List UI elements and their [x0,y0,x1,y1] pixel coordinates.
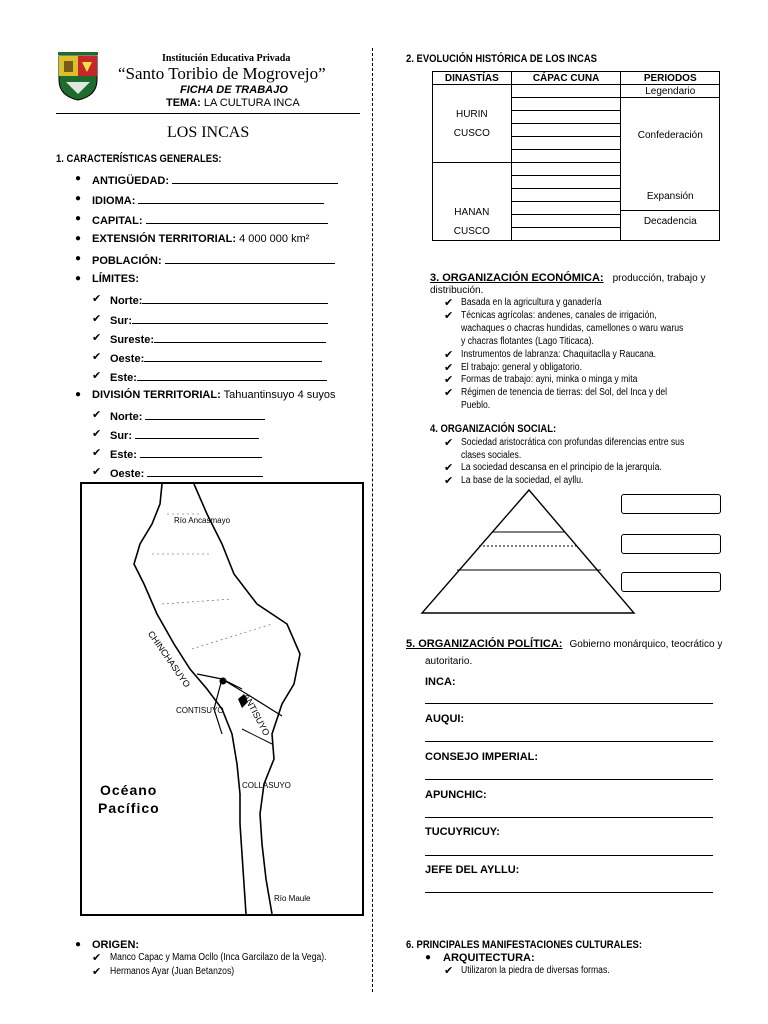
limit-norte: Norte: [110,293,328,307]
social-item: La base de la sociedad, el ayllu. [461,475,584,486]
answer-line[interactable] [425,741,713,742]
check-icon: ✔ [444,965,454,977]
capac-cuna-cell [511,98,621,111]
map-label-oceano: Océano [100,782,158,798]
bullet: ● [75,173,82,184]
check-icon: ✔ [92,966,102,978]
sec4-heading: 4. ORGANIZACIÓN SOCIAL: [430,423,557,435]
bullet: ● [75,213,82,224]
div-este: Este: [110,447,262,461]
check-icon: ✔ [444,362,454,374]
sec6-sub: ARQUITECTURA: [443,952,535,964]
capac-cuna-cell [511,150,621,163]
check-icon: ✔ [444,462,454,474]
check-icon: ✔ [92,313,102,325]
school-crest [56,52,100,102]
econ-item: Régimen de tenencia de tierras: del Sol, del Inca y del [461,387,668,398]
sec3-heading: 3. ORGANIZACIÓN ECONÓMICA: producción, trabajo y [430,272,706,284]
answer-line[interactable] [425,703,713,704]
social-item-cont: clases sociales. [461,450,522,461]
bullet: ● [75,939,82,950]
bullet: ● [75,273,82,284]
capac-cuna-cell [511,111,621,124]
page-title: LOS INCAS [167,124,250,141]
social-item: La sociedad descansa en el principio de la jerarquía. [461,462,662,473]
origen-item: Hermanos Ayar (Juan Betanzos) [110,966,235,977]
pol-field-auqui: AUQUI: [425,713,465,725]
econ-item-cont: wachaques o chacras hundidas, camellones o waru warus [461,323,684,334]
header-periodos: PERIODOS [621,72,720,85]
field-capital: CAPITAL: [92,213,328,227]
check-icon: ✔ [444,374,454,386]
header-capac-cuna: CÁPAC CUNA [511,72,621,85]
bullet: ● [425,952,432,963]
check-icon: ✔ [92,409,102,421]
answer-line[interactable] [425,817,713,818]
pol-field-consejo: CONSEJO IMPERIAL: [425,751,539,763]
social-item: Sociedad aristocrática con profundas diferencias entre sus [461,437,685,448]
field-antiguedad: ANTIGÜEDAD: [92,173,338,187]
bullet: ● [75,193,82,204]
evolution-table [432,71,720,241]
answer-line[interactable] [425,855,713,856]
check-icon: ✔ [444,310,454,322]
sec6-heading: 6. PRINCIPALES MANIFESTACIONES CULTURALES: [406,939,642,951]
map-label-collasuyo: COLLASUYO [242,781,291,790]
sec5-intro: autoritario. [425,656,473,667]
school-name: “Santo Toribio de Mogrovejo” [118,64,326,83]
answer-line[interactable] [425,779,713,780]
inca-empire-map [80,482,364,916]
header-dinastias: DINASTÍAS [433,72,512,85]
pyramid-answer-box-bottom[interactable] [621,572,721,592]
econ-item: Formas de trabajo: ayni, minka o minga y mita [461,374,638,385]
map-label-chinchasuyo: CHINCHASUYO [145,629,193,690]
check-icon: ✔ [444,297,454,309]
institution-name: Institución Educativa Privada [162,53,291,64]
pyramid-answer-box-middle[interactable] [621,534,721,554]
header-divider [56,113,360,114]
econ-item: Instrumentos de labranza: Chaquitaclla y Raucana. [461,349,657,360]
check-icon: ✔ [92,351,102,363]
field-poblacion: POBLACIÓN: [92,253,335,267]
check-icon: ✔ [92,466,102,478]
bullet: ● [75,389,82,400]
map-label-rio-ancasmayo: Río Ancasmayo [174,516,231,525]
check-icon: ✔ [92,428,102,440]
origen-label: ORIGEN: [92,939,140,951]
field-division: DIVISIÓN TERRITORIAL: Tahuantinsuyo 4 suyos [92,389,336,401]
topic-line [166,97,300,109]
div-sur: Sur: [110,428,259,442]
dynasty-hurin: HURIN CUSCO [433,85,512,163]
field-idioma: IDIOMA: [92,193,324,207]
econ-item-cont: y chacras flotantes (Lago Titicaca). [461,336,594,347]
column-divider [372,48,373,992]
map-label-pacifico: Pacífico [98,800,160,816]
topic-label: TEMA: [166,97,201,109]
map-label-contisuyo: CONTISUYO [176,706,224,715]
check-icon: ✔ [444,475,454,487]
econ-item: Basada en la agricultura y ganadería [461,297,602,308]
sec1-heading: 1. CARACTERÍSTICAS GENERALES: [56,153,222,165]
check-icon: ✔ [92,447,102,459]
dynasty-hanan: HANAN CUSCO [433,163,512,241]
check-icon: ✔ [444,437,454,449]
limit-este: Este: [110,370,327,384]
sec5-heading: 5. ORGANIZACIÓN POLÍTICA: Gobierno monárquico, teocrático y [406,638,723,650]
social-pyramid [420,488,638,616]
econ-item-cont: Pueblo. [461,400,491,411]
limit-sur: Sur: [110,313,328,327]
periods-block [621,98,720,241]
check-icon: ✔ [92,370,102,382]
check-icon: ✔ [444,387,454,399]
period-confederacion: Confederación [637,129,703,141]
map-label-antisuyo: ANTISUYO [241,692,272,738]
capac-cuna-cell [511,85,621,98]
sec3-intro: distribución. [430,285,484,296]
div-oeste: Oeste: [110,466,263,480]
field-limites: LÍMITES: [92,273,140,285]
capac-cuna-cell [511,176,621,189]
pyramid-answer-box-top[interactable] [621,494,721,514]
bullet: ● [75,233,82,244]
worksheet-subtitle: FICHA DE TRABAJO [180,84,288,96]
capac-cuna-cell [511,163,621,176]
check-icon: ✔ [92,332,102,344]
capac-cuna-cell [511,228,621,241]
period-expansion: Expansión [621,166,719,211]
check-icon: ✔ [92,293,102,305]
origen-item: Manco Capac y Mama Ocllo (Inca Garcilazo de la Vega). [110,952,327,963]
bullet: ● [75,253,82,264]
limit-sureste: Sureste: [110,332,326,346]
capac-cuna-cell [511,202,621,215]
period-legendario: Legendario [621,85,720,98]
sec2-heading: 2. EVOLUCIÓN HISTÓRICA DE LOS INCAS [406,53,597,65]
pol-field-jefe-ayllu: JEFE DEL AYLLU: [425,864,520,876]
map-label-rio-maule: Río Maule [274,894,311,903]
pol-field-tucuyricuy: TUCUYRICUY: [425,826,500,838]
capac-cuna-cell [511,189,621,202]
pol-field-inca: INCA: [425,676,456,688]
capac-cuna-cell [511,124,621,137]
field-extension: EXTENSIÓN TERRITORIAL: 4 000 000 km² [92,233,310,245]
answer-line[interactable] [425,892,713,893]
limit-oeste: Oeste: [110,351,322,365]
econ-item: El trabajo: general y obligatorio. [461,362,582,373]
capac-cuna-cell [511,137,621,150]
div-norte: Norte: [110,409,265,423]
check-icon: ✔ [92,952,102,964]
topic-value: LA CULTURA INCA [203,97,300,109]
econ-item: Técnicas agrícolas: andenes, canales de irrigación, [461,310,657,321]
pol-field-apunchic: APUNCHIC: [425,789,487,801]
period-decadencia: Decadencia [643,215,697,227]
check-icon: ✔ [444,349,454,361]
culture-item: Utilizaron la piedra de diversas formas. [461,965,610,976]
capac-cuna-cell [511,215,621,228]
